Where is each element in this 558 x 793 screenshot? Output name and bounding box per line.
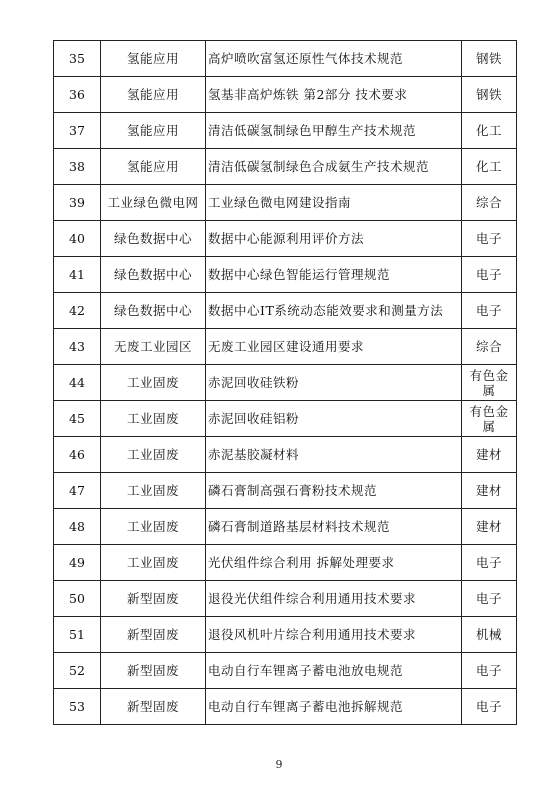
industry-cell: 电子 (462, 545, 517, 581)
industry-cell: 化工 (462, 113, 517, 149)
table-row (54, 293, 517, 329)
category-cell: 绿色数据中心 (101, 257, 206, 293)
table-row (54, 437, 517, 473)
standards-table (53, 40, 517, 725)
row-number-cell: 53 (54, 689, 101, 725)
category-cell: 新型固废 (101, 617, 206, 653)
row-number-cell: 50 (54, 581, 101, 617)
row-number-cell: 51 (54, 617, 101, 653)
category-cell: 新型固废 (101, 653, 206, 689)
row-number-cell: 41 (54, 257, 101, 293)
standard-name-cell: 退役光伏组件综合利用通用技术要求 (206, 581, 462, 617)
standard-name-cell: 退役风机叶片综合利用通用技术要求 (206, 617, 462, 653)
standard-name-cell: 磷石膏制高强石膏粉技术规范 (206, 473, 462, 509)
row-number-cell: 40 (54, 221, 101, 257)
page-number: 9 (275, 758, 283, 771)
table-row (54, 545, 517, 581)
table-row (54, 113, 517, 149)
industry-cell: 钢铁 (462, 77, 517, 113)
industry-cell: 建材 (462, 509, 517, 545)
industry-cell: 电子 (462, 257, 517, 293)
row-number-cell: 52 (54, 653, 101, 689)
standard-name-cell: 赤泥基胶凝材料 (206, 437, 462, 473)
category-cell: 绿色数据中心 (101, 293, 206, 329)
category-cell: 绿色数据中心 (101, 221, 206, 257)
row-number-cell: 37 (54, 113, 101, 149)
row-number-cell: 36 (54, 77, 101, 113)
standard-name-cell: 氢基非高炉炼铁 第2部分 技术要求 (206, 77, 462, 113)
industry-cell: 电子 (462, 689, 517, 725)
table-row (54, 149, 517, 185)
industry-cell: 电子 (462, 293, 517, 329)
row-number-cell: 43 (54, 329, 101, 365)
standards-table-body (54, 41, 517, 725)
row-number-cell: 46 (54, 437, 101, 473)
industry-cell: 化工 (462, 149, 517, 185)
standard-name-cell: 赤泥回收硅铁粉 (206, 365, 462, 401)
row-number-cell: 47 (54, 473, 101, 509)
industry-cell: 建材 (462, 473, 517, 509)
category-cell: 无废工业园区 (101, 329, 206, 365)
category-cell: 工业固废 (101, 401, 206, 437)
table-row (54, 41, 517, 77)
standard-name-cell: 数据中心IT系统动态能效要求和测量方法 (206, 293, 462, 329)
table-row (54, 689, 517, 725)
row-number-cell: 44 (54, 365, 101, 401)
row-number-cell: 48 (54, 509, 101, 545)
standard-name-cell: 数据中心能源利用评价方法 (206, 221, 462, 257)
category-cell: 工业固废 (101, 545, 206, 581)
category-cell: 工业固废 (101, 473, 206, 509)
standard-name-cell: 工业绿色微电网建设指南 (206, 185, 462, 221)
standard-name-cell: 赤泥回收硅铝粉 (206, 401, 462, 437)
table-row (54, 185, 517, 221)
standard-name-cell: 高炉喷吹富氢还原性气体技术规范 (206, 41, 462, 77)
category-cell: 新型固废 (101, 689, 206, 725)
category-cell: 氢能应用 (101, 77, 206, 113)
category-cell: 新型固废 (101, 581, 206, 617)
industry-cell: 综合 (462, 329, 517, 365)
table-row (54, 653, 517, 689)
row-number-cell: 38 (54, 149, 101, 185)
row-number-cell: 35 (54, 41, 101, 77)
industry-cell: 电子 (462, 221, 517, 257)
standard-name-cell: 电动自行车锂离子蓄电池拆解规范 (206, 689, 462, 725)
industry-cell: 电子 (462, 581, 517, 617)
row-number-cell: 39 (54, 185, 101, 221)
row-number-cell: 49 (54, 545, 101, 581)
standard-name-cell: 数据中心绿色智能运行管理规范 (206, 257, 462, 293)
standard-name-cell: 无废工业园区建设通用要求 (206, 329, 462, 365)
standard-name-cell: 清洁低碳氢制绿色甲醇生产技术规范 (206, 113, 462, 149)
table-row (54, 365, 517, 401)
standard-name-cell: 光伏组件综合利用 拆解处理要求 (206, 545, 462, 581)
category-cell: 工业固废 (101, 365, 206, 401)
industry-cell: 综合 (462, 185, 517, 221)
industry-cell: 有色金属 (462, 365, 517, 401)
row-number-cell: 45 (54, 401, 101, 437)
industry-cell: 钢铁 (462, 41, 517, 77)
industry-cell: 有色金属 (462, 401, 517, 437)
standard-name-cell: 清洁低碳氢制绿色合成氨生产技术规范 (206, 149, 462, 185)
category-cell: 工业绿色微电网 (101, 185, 206, 221)
category-cell: 氢能应用 (101, 41, 206, 77)
category-cell: 氢能应用 (101, 113, 206, 149)
table-row (54, 221, 517, 257)
table-row (54, 509, 517, 545)
table-row (54, 401, 517, 437)
industry-cell: 建材 (462, 437, 517, 473)
table-row (54, 257, 517, 293)
table-row (54, 473, 517, 509)
standard-name-cell: 电动自行车锂离子蓄电池放电规范 (206, 653, 462, 689)
industry-cell: 机械 (462, 617, 517, 653)
table-row (54, 329, 517, 365)
category-cell: 工业固废 (101, 437, 206, 473)
standard-name-cell: 磷石膏制道路基层材料技术规范 (206, 509, 462, 545)
category-cell: 工业固废 (101, 509, 206, 545)
table-row (54, 581, 517, 617)
category-cell: 氢能应用 (101, 149, 206, 185)
table-row (54, 617, 517, 653)
table-row (54, 77, 517, 113)
industry-cell: 电子 (462, 653, 517, 689)
row-number-cell: 42 (54, 293, 101, 329)
